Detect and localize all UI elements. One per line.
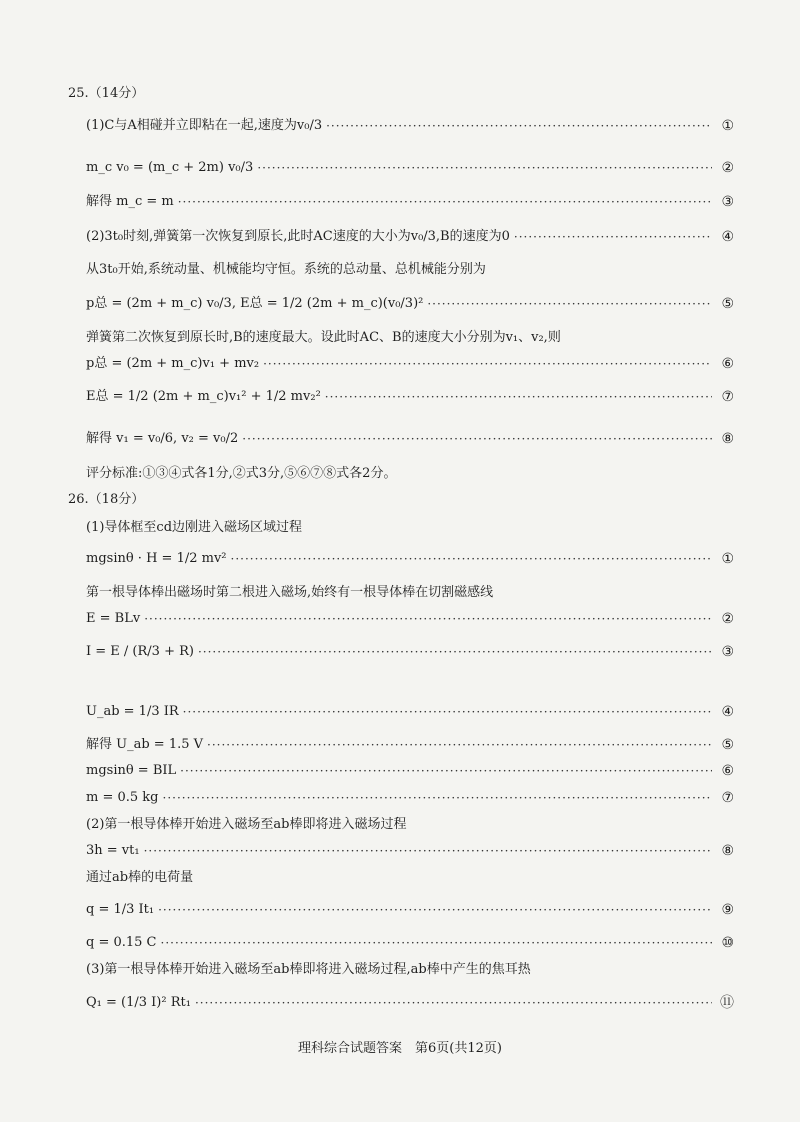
answer-line: (1)C与A相碰并立即粘在一起,速度为v₀/3 ····· ①: [86, 118, 734, 134]
answer-line: 第一根导体棒出磁场时第二根进入磁场,始终有一根导体棒在切割磁感线: [86, 585, 494, 600]
answer-line: (1)导体框至cd边刚进入磁场区域过程: [86, 520, 303, 535]
answer-line: 弹簧第二次恢复到原长时,B的速度最大。设此时AC、B的速度大小分别为v₁、v₂,则: [86, 330, 561, 345]
answer-line: mgsinθ · H = 1/2 mv² ····· ①: [86, 551, 734, 567]
answer-line: (2)第一根导体棒开始进入磁场至ab棒即将进入磁场过程: [86, 817, 407, 832]
answer-line: (2)3t₀时刻,弹簧第一次恢复到原长,此时AC速度的大小为v₀/3,B的速度为0 ····· ④: [86, 229, 734, 245]
problem-26-header: 26.（18分）: [68, 492, 145, 507]
answer-line: m_c v₀ = (m_c + 2m) v₀/3 ····· ②: [86, 160, 734, 176]
answer-line: I = E / (R/3 + R) ····· ③: [86, 644, 734, 660]
answer-line: p总 = (2m + m_c)v₁ + mv₂ ····· ⑥: [86, 356, 734, 372]
answer-line: E总 = 1/2 (2m + m_c)v₁² + 1/2 mv₂² ····· ⑦: [86, 389, 734, 405]
answer-line: 解得 U_ab = 1.5 V ····· ⑤: [86, 737, 734, 753]
answer-line: 3h = vt₁ ····· ⑧: [86, 843, 734, 859]
problem-25-header: 25.（14分）: [68, 86, 145, 101]
answer-line: Q₁ = (1/3 I)² Rt₁ ····· ⑪: [86, 995, 734, 1011]
scoring-criteria: 评分标准:①③④式各1分,②式3分,⑤⑥⑦⑧式各2分。: [86, 466, 397, 481]
page-footer: 理科综合试题答案 第6页(共12页): [298, 1041, 502, 1056]
answer-line: mgsinθ = BIL ····· ⑥: [86, 763, 734, 779]
answer-line: 从3t₀开始,系统动量、机械能均守恒。系统的总动量、总机械能分别为: [86, 262, 486, 277]
answer-line: 通过ab棒的电荷量: [86, 870, 194, 885]
answer-line: q = 1/3 It₁ ····· ⑨: [86, 902, 734, 918]
answer-line: 解得 m_c = m ····· ③: [86, 194, 734, 210]
answer-line: 解得 v₁ = v₀/6, v₂ = v₀/2 ····· ⑧: [86, 431, 734, 447]
answer-line: q = 0.15 C ····· ⑩: [86, 935, 734, 951]
answer-line: p总 = (2m + m_c) v₀/3, E总 = 1/2 (2m + m_c)(v₀/3)² ····· ⑤: [86, 296, 734, 312]
answer-line: m = 0.5 kg ····· ⑦: [86, 790, 734, 806]
answer-line: U_ab = 1/3 IR ····· ④: [86, 704, 734, 720]
answer-line: E = BLv ····· ②: [86, 611, 734, 627]
answer-line: (3)第一根导体棒开始进入磁场至ab棒即将进入磁场过程,ab棒中产生的焦耳热: [86, 962, 531, 977]
